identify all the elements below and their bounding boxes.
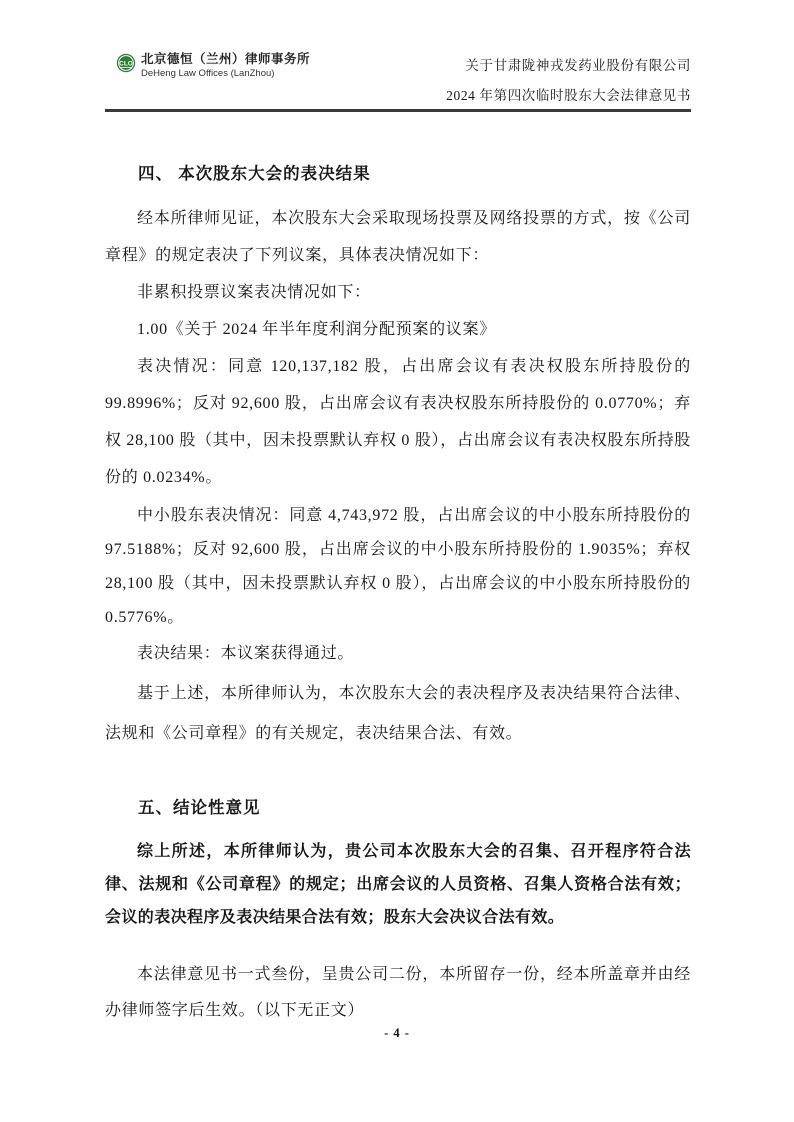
paragraph-vote-result: 表决情况：同意 120,137,182 股，占出席会议有表决权股东所持股份的 99.8996%；反对 92,600 股，占出席会议有表决权股东所持股份的 0.0770%；弃权 28,100 股（其中，因未投票默认弃权 0 股），占出席会议有表决权股东所持股份的 0.0234%。 <box>105 358 691 486</box>
paragraph-closing: 本法律意见书一式叁份，呈贵公司二份，本所留存一份，经本所盖章并由经办律师签字后生效。（以下无正文） <box>105 966 691 1019</box>
document-title-block <box>446 57 691 104</box>
paragraph-conclusion: 综上所述，本所律师认为，贵公司本次股东大会的召集、召开程序符合法律、法规和《公司章程》的规定；出席会议的人员资格、召集人资格合法有效；会议的表决程序及表决结果合法有效；股东大会决议合法有效。 <box>105 843 691 926</box>
section-5-heading: 五、结论性意见 <box>138 798 261 817</box>
doc-title-line1: 关于甘肃陇神戎发药业股份有限公司 <box>465 58 691 73</box>
paragraph-vote-outcome: 表决结果：本议案获得通过。 <box>137 645 355 662</box>
document-body <box>105 162 691 1029</box>
firm-names <box>141 52 310 80</box>
paragraph: 非累积投票议案表决情况如下： <box>137 284 371 301</box>
paragraph-minority-vote-result: 中小股东表决情况：同意 4,743,972 股，占出席会议的中小股东所持股份的 97.5188%；反对 92,600 股，占出席会议的中小股东所持股份的 1.9035%；弃权 28,100 股（其中，因未投票默认弃权 0 股），占出席会议的中小股东所持股份的 0.5776%。 <box>105 507 691 626</box>
paragraph: 1.00《关于 2024 年半年度利润分配预案的议案》 <box>137 321 496 338</box>
section-4-heading: 四、 本次股东大会的表决结果 <box>138 164 371 183</box>
doc-title-line2: 2024 年第四次临时股东大会法律意见书 <box>446 88 691 103</box>
header-divider <box>105 109 691 112</box>
letterhead <box>116 52 310 80</box>
firm-name-zh: 北京德恒（兰州）律师事务所 <box>141 52 311 66</box>
firm-name-en: DeHeng Law Offices (LanZhou) <box>141 68 275 79</box>
deheng-logo-icon <box>116 53 136 73</box>
svg-text:CLO: CLO <box>119 60 133 68</box>
paragraph: 基于上述，本所律师认为，本次股东大会的表决程序及表决结果符合法律、法规和《公司章程》的有关规定，表决结果合法、有效。 <box>105 685 691 742</box>
page-number: - 4 - <box>384 1026 410 1040</box>
paragraph: 经本所律师见证，本次股东大会采取现场投票及网络投票的方式，按《公司章程》的规定表决了下列议案，具体表决情况如下： <box>105 210 691 264</box>
